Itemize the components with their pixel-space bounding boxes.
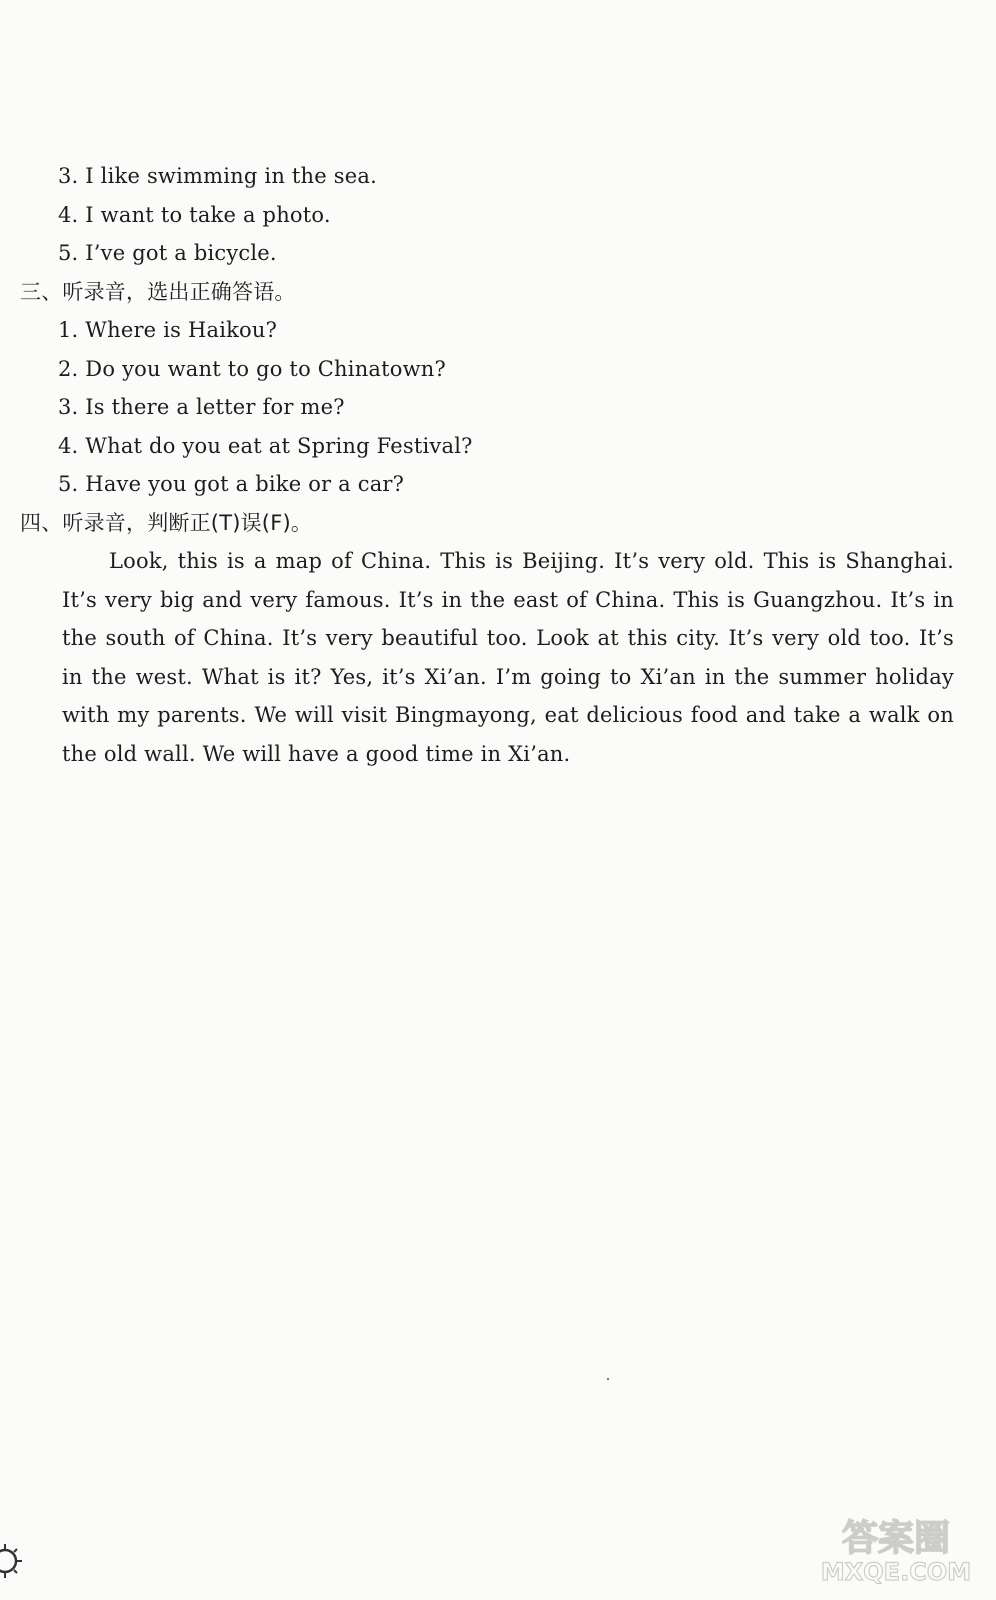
list-item: 2. Do you want to go to Chinatown? bbox=[58, 357, 446, 381]
list-item: 3. I like swimming in the sea. bbox=[58, 164, 377, 188]
svg-text:MXQE.COM: MXQE.COM bbox=[820, 1558, 972, 1586]
list-item: 4. What do you eat at Spring Festival? bbox=[58, 434, 473, 458]
list-item: 1. Where is Haikou? bbox=[58, 318, 278, 342]
listening-passage: Look, this is a map of China. This is Beijing. It’s very old. This is Shanghai. It’s very big and very famous. It’s in the east of China. This is Guangzhou. It’s in the south of China. It’s very beautiful too. Look at this city. It’s very old too. It’s in the west. What is it? Yes, it’s Xi’an. I’m going to Xi’an in the summer holiday with my parents. We will visit Bingmayong, eat delicious food and take a walk on the old wall. We will have a good time in Xi’an. bbox=[62, 549, 954, 766]
section-heading-listen-choose: 三、听录音，选出正确答语。 bbox=[20, 280, 296, 304]
list-item: 5. Have you got a bike or a car? bbox=[58, 472, 405, 496]
svg-text:答案圈: 答案圈 bbox=[841, 1518, 951, 1559]
section-heading-true-false: 四、听录音，判断正(T)误(F)。 bbox=[20, 511, 313, 535]
list-item: 3. Is there a letter for me? bbox=[58, 395, 345, 419]
list-item: 5. I’ve got a bicycle. bbox=[58, 241, 277, 265]
scan-speck bbox=[607, 1378, 609, 1380]
page-number-ornament-icon bbox=[0, 1542, 24, 1580]
watermark-logo bbox=[816, 1512, 976, 1586]
list-item: 4. I want to take a photo. bbox=[58, 203, 331, 227]
